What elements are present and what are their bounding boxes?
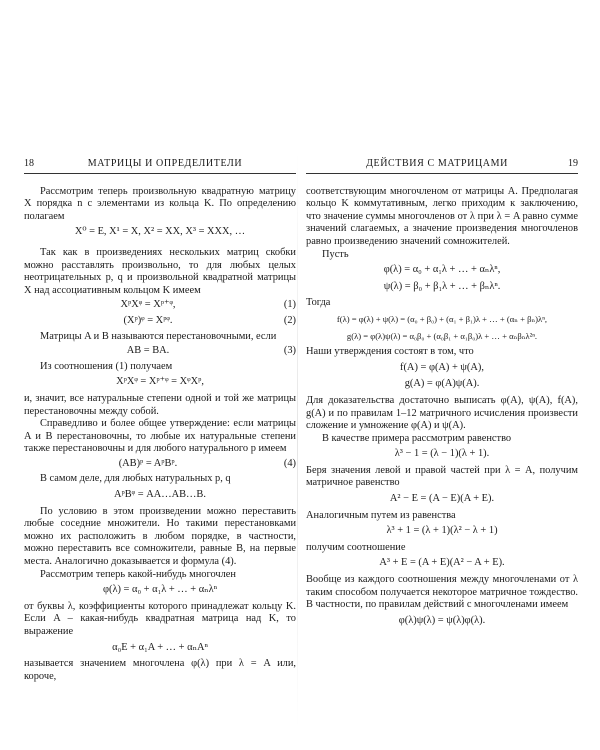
formula: λ³ − 1 = (λ − 1)(λ + 1). [394,448,490,460]
formula: XᵖXᵠ = Xᵖ⁺ᵠ = XᵠXᵖ, [116,376,204,388]
numbered-formula [24,458,296,471]
formula-body: XᵖXᵠ = Xᵖ⁺ᵠ, [120,299,176,311]
paragraph: Справедливо и более общее утверждение: если матрицы A и B перестановочны, то любые их натуральные степени также перестановочны и для любого натурального p имеем [24,418,296,455]
numbered-formula [24,299,296,312]
formula-body: (AB)ᵖ = AᵖBᵖ. [118,457,178,469]
formula-number: (4) [283,457,296,469]
formula: φ(λ)ψ(λ) = ψ(λ)φ(λ). [398,614,486,626]
numbered-formula [24,315,296,328]
formula-number: (1) [283,299,296,311]
right-running-header [306,158,578,174]
formula: g(A) = φ(A)ψ(A). [404,378,480,390]
formula: A² − E = (A − E)(A + E). [389,493,495,505]
formula: α₀E + α₁A + … + αₙAⁿ [112,641,208,653]
paragraph: По условию в этом произведении можно переставить любые соседние множители. Но такими перестановками можно их расположить в любом порядке, в частности, можно переставить все сомножители, равные B, на первые места. Аналогично доказывается и формула (4). [24,505,296,568]
formula-body: (Xᵖ)ᵠ = Xᵖᵠ. [123,314,173,326]
formula: g(λ) = φ(λ)ψ(λ) = α₀β₀ + (α₀β₁ + α₁β₀)λ + … + αₙβₙλ²ⁿ. [346,330,538,341]
left-page-number: 18 [24,158,34,169]
paragraph: Так как в произведениях нескольких матриц скобки можно расставлять произвольно, то для любых целых неотрицательных p, q и произвольной квадратной матрицы X над ассоциативным кольцом K имеем [24,246,296,296]
paragraph: В самом деле, для любых натуральных p, q [40,473,231,485]
left-running-title: МАТРИЦЫ И ОПРЕДЕЛИТЕЛИ [87,158,243,169]
formula-number: (2) [283,314,296,326]
paragraph: получим соотношение [306,541,406,553]
paragraph: называется значением многочлена φ(λ) при λ = A или, короче, [24,658,296,682]
paragraph: Пусть [322,248,349,260]
left-page [24,158,296,683]
formula-body: AB = BA. [126,345,170,357]
left-running-header [24,158,296,174]
right-page-number: 19 [568,158,578,169]
right-page [306,158,578,631]
formula: X⁰ = E, X¹ = X, X² = XX, X³ = XXX, … [74,226,246,238]
formula-number: (3) [283,345,296,357]
paragraph: Тогда [306,297,331,309]
formula: φ(λ) = α₀ + α₁λ + … + αₙλⁿ [103,584,217,596]
formula: λ³ + 1 = (λ + 1)(λ² − λ + 1) [386,525,498,537]
formula: ψ(λ) = β₀ + β₁λ + … + βₙλⁿ. [383,280,501,292]
paragraph: от буквы λ, коэффициенты которого принадлежат кольцу K. Если A – какая-нибудь квадратная матрица над K, то выражение [24,600,296,637]
paragraph: соответствующим многочленом от матрицы A. Предполагая кольцо K коммутативным, легко приходим к заключению, что значение суммы многочленов от λ при λ = A равно сумме значений слагаемых, а значение произведения многочленов равно произведению значений сомножителей. [306,185,578,247]
paragraph: Вообще из каждого соотношения между многочленами от λ таким способом получается некоторое матричное тождество. В частности, по правилам действий с многочленами имеем [306,574,578,611]
left-page-body [24,186,296,684]
paragraph: В качестве примера рассмотрим равенство [322,432,512,444]
paragraph: Матрицы A и B называются перестановочными, если [40,330,277,342]
paragraph: Рассмотрим теперь произвольную квадратную матрицу X порядка n с элементами из кольца K. По определению полагаем [24,185,296,222]
paragraph: Рассмотрим теперь какой-нибудь многочлен [40,568,236,580]
paragraph: Для доказательства достаточно выписать φ(A), ψ(A), f(A), g(A) и по правилам 1–12 матричного исчисления произвести сложение и умножение φ(A) и ψ(A). [306,394,578,432]
paragraph: Наши утверждения состоят в том, что [306,346,474,358]
paragraph: Беря значения левой и правой частей при λ = A, получим матричное равенство [306,464,578,489]
formula: f(λ) = φ(λ) + ψ(λ) = (α₀ + β₀) + (α₁ + β₁)λ + … + (αₙ + βₙ)λⁿ, [336,313,548,324]
book-fold [297,150,298,730]
paragraph: Из соотношения (1) получаем [40,360,173,372]
formula: φ(λ) = α₀ + α₁λ + … + αₙλⁿ, [383,264,501,276]
numbered-formula [24,345,296,358]
paragraph: и, значит, все натуральные степени одной и той же матрицы перестановочны между собой. [24,392,296,417]
paragraph: Аналогичным путем из равенства [306,509,456,521]
formula: f(A) = φ(A) + ψ(A), [400,361,484,373]
formula: A³ + E = (A + E)(A² − A + E). [379,557,505,569]
right-running-title: ДЕЙСТВИЯ С МАТРИЦАМИ [366,158,508,169]
right-page-body [306,186,578,628]
formula: AᵖBᵠ = AA…AB…B. [114,489,206,501]
